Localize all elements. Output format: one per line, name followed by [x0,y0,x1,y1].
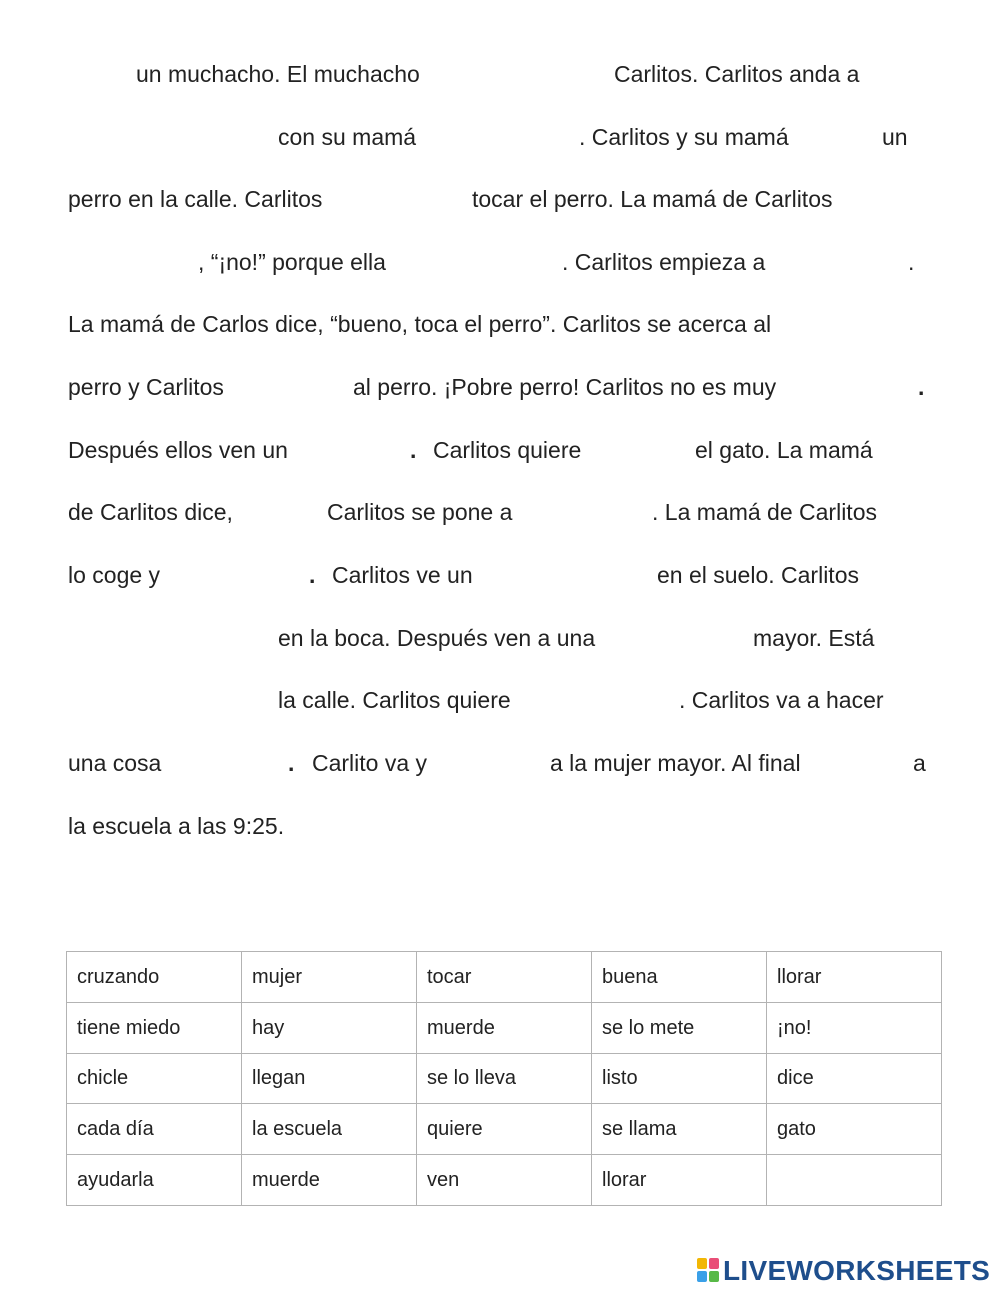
word-bank-cell: listo [592,1053,767,1104]
passage-text: La mamá de Carlos dice, “bueno, toca el perro”. Carlitos se acerca al [68,311,772,337]
answer-blank[interactable] [66,246,194,276]
word-bank-cell: tocar [417,952,592,1003]
word-bank-cell: llorar [592,1155,767,1206]
answer-blank[interactable] [830,121,874,151]
passage-text: . Carlitos y su mamá [579,124,789,150]
answer-blank[interactable] [842,747,906,777]
word-bank-cell: muerde [242,1155,417,1206]
word-bank-cell: gato [767,1104,942,1155]
passage-text: Carlitos quiere [433,437,582,463]
answer-blank[interactable] [652,622,746,652]
word-bank-cell: ¡no! [767,1002,942,1053]
passage-text: en la boca. Después ven a una [278,625,596,651]
logo-tile [697,1271,707,1282]
passage-text: Carlitos se pone a [327,499,513,525]
passage-text: . [918,374,925,400]
answer-blank[interactable] [546,496,646,526]
passage-text: al perro. ¡Pobre perro! Carlitos no es muy [353,374,777,400]
word-bank-cell: muerde [417,1002,592,1053]
word-bank-cell [767,1155,942,1206]
word-bank-cell: buena [592,952,767,1003]
passage-text: tocar el perro. La mamá de Carlitos [472,186,833,212]
passage-text: . [908,249,915,275]
word-bank-cell: se lo lleva [417,1053,592,1104]
passage-text: . Carlitos va a hacer [679,687,884,713]
passage-text: un muchacho. El muchacho [136,61,420,87]
passage-text: . [288,750,295,776]
answer-blank[interactable] [444,121,572,151]
passage-text: . [309,562,316,588]
answer-blank[interactable] [498,559,648,589]
passage-text: Carlito va y [312,750,428,776]
passage-text: , “¡no!” porque ella [198,249,386,275]
answer-blank[interactable] [420,246,556,276]
passage-text: una cosa [68,750,162,776]
word-bank-cell: ven [417,1155,592,1206]
answer-blank[interactable] [180,559,300,589]
passage-text: perro y Carlitos [68,374,224,400]
word-bank-cell: hay [242,1002,417,1053]
answer-blank[interactable] [324,434,404,464]
answer-blank[interactable] [802,246,902,276]
passage-text: en el suelo. Carlitos [657,562,859,588]
answer-blank[interactable] [66,622,266,652]
word-bank-cell: cruzando [67,952,242,1003]
passage-text: Después ellos ven un [68,437,288,463]
answer-blank[interactable] [66,121,266,151]
passage-text: lo coge y [68,562,161,588]
answer-blank[interactable] [252,371,346,401]
passage-text: el gato. La mamá [695,437,873,463]
answer-blank[interactable] [372,183,464,213]
table-row [67,1155,942,1206]
passage-text: mayor. Está [753,625,875,651]
answer-blank[interactable] [556,684,672,714]
passage-text: de Carlitos dice, [68,499,233,525]
passage-text: a [913,750,926,776]
word-bank-cell: chicle [67,1053,242,1104]
passage-text: . La mamá de Carlitos [652,499,877,525]
word-bank-cell: llorar [767,952,942,1003]
table-row [67,1104,942,1155]
word-bank-cell: dice [767,1053,942,1104]
logo-tile [709,1271,719,1282]
word-bank-cell: la escuela [242,1104,417,1155]
table-row [67,952,942,1003]
answer-blank[interactable] [450,747,544,777]
table-row [67,1002,942,1053]
word-bank-cell: se llama [592,1104,767,1155]
answer-blank[interactable] [608,434,688,464]
passage-text: . Carlitos empieza a [562,249,766,275]
word-bank-cell: cada día [67,1104,242,1155]
word-bank-cell: llegan [242,1053,417,1104]
passage-text: un [882,124,908,150]
table-row [67,1053,942,1104]
passage-text: Carlitos. Carlitos anda a [614,61,860,87]
word-bank-table [66,951,942,1206]
answer-blank[interactable] [478,58,606,88]
passage-text: Carlitos ve un [332,562,473,588]
passage-text: perro en la calle. Carlitos [68,186,323,212]
answer-blank[interactable] [182,747,282,777]
passage-text: a la mujer mayor. Al final [550,750,801,776]
answer-blank[interactable] [66,684,266,714]
logo-tile [709,1258,719,1269]
passage-text: la escuela a las 9:25. [68,813,285,839]
passage-text: . [410,437,417,463]
word-bank-cell: tiene miedo [67,1002,242,1053]
word-bank-cell: se lo mete [592,1002,767,1053]
logo-tile [697,1258,707,1269]
word-bank-cell: ayudarla [67,1155,242,1206]
answer-blank[interactable] [262,496,320,526]
answer-blank[interactable] [854,371,912,401]
answer-blank[interactable] [66,58,136,88]
passage-text: con su mamá [278,124,417,150]
word-bank-cell: mujer [242,952,417,1003]
passage-text: la calle. Carlitos quiere [278,687,511,713]
brand-name: LIVEWORKSHEETS [723,1255,991,1286]
liveworksheets-logo [697,1254,990,1288]
liveworksheets-logo-icon [697,1258,721,1284]
word-bank-cell: quiere [417,1104,592,1155]
